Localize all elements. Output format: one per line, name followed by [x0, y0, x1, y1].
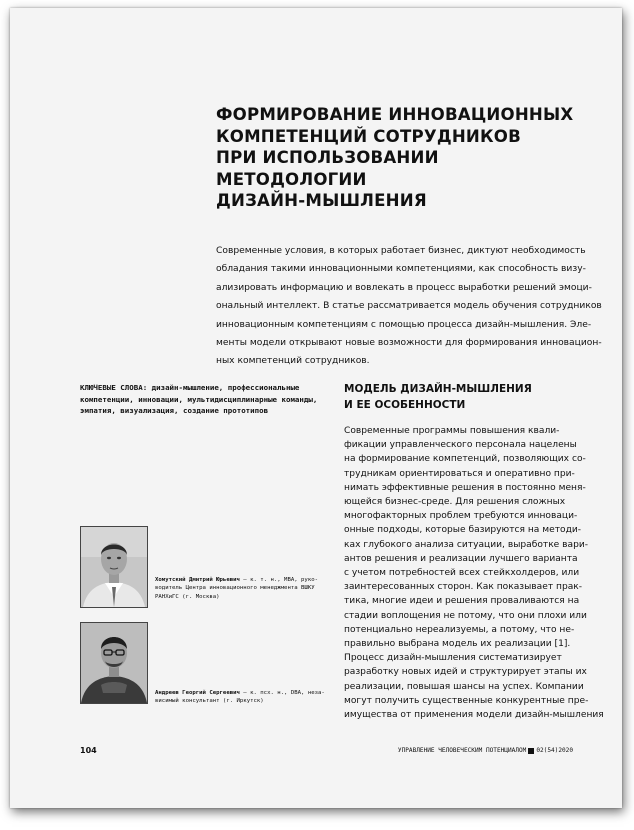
body-line: многофакторных проблем требуются инноваци- — [344, 511, 578, 522]
abstract-line: обладания такими инновационными компетенциями, как способность визу- — [216, 264, 586, 275]
author-name: Хомутский Дмитрий Юрьевич — [155, 577, 240, 583]
section-heading — [344, 382, 594, 413]
author-credentials: — к. псх. н., DBA, неза- — [239, 690, 325, 696]
author-credentials: РАНХиГС (г. Москва) — [155, 593, 220, 600]
body-line: нимать эффективные решения в постоянно меня- — [344, 482, 586, 493]
abstract-line: инновационным компетенциям с помощью процесса дизайн-мышления. Эле- — [216, 319, 592, 330]
body-line: потенциально нереализуемы, а потому, что не- — [344, 624, 575, 635]
journal-footer — [398, 747, 573, 754]
body-line: ках глубокого анализа ситуации, выработке вари- — [344, 539, 589, 550]
author-photo — [80, 622, 148, 704]
body-line: разработку новых идей и структурирует этапы их — [344, 667, 587, 678]
author-credentials: висимый консультант (г. Иркутск) — [155, 698, 264, 705]
journal-name: УПРАВЛЕНИЕ ЧЕЛОВЕЧЕСКИМ ПОТЕНЦИАЛОМ — [397, 747, 527, 754]
body-line: стадии воплощения не потому, что они плохи или — [344, 610, 587, 621]
body-line: антов решения и реализации лучшего варианта — [344, 553, 578, 564]
keywords-line: эмпатия, визуализация, создание прототипов — [80, 406, 269, 415]
body-line: онные подходы, которые базируются на методи- — [344, 525, 582, 536]
author-credentials: водитель Центра инновационного менеджмента ВШКУ — [155, 585, 315, 592]
abstract-line: ональный интеллект. В статье рассматривается модель обучения сотрудников — [216, 301, 602, 312]
body-line: трудникам ориентироваться и оперативно при- — [344, 468, 575, 479]
page-number: 104 — [80, 746, 97, 755]
body-line: могут получить существенные конкурентные пре- — [344, 695, 589, 706]
journal-issue: 02(54)2020 — [536, 747, 573, 754]
keywords-block — [80, 382, 328, 417]
author-name: Андреев Георгий Сергеевич — [155, 690, 240, 696]
abstract-line: ных компетенций сотрудников. — [216, 356, 370, 367]
journal-page — [10, 8, 622, 808]
keywords-line: КЛЮЧЕВЫЕ СЛОВА: дизайн-мышление, профессиональные — [80, 383, 300, 392]
section-heading-line: И ЕЕ ОСОБЕННОСТИ — [344, 398, 466, 411]
body-line: с учетом потребностей всех стейкхолдеров, или — [344, 568, 580, 579]
title-line: ПРИ ИСПОЛЬЗОВАНИИ МЕТОДОЛОГИИ — [216, 148, 439, 189]
title-line: ФОРМИРОВАНИЕ ИННОВАЦИОННЫХ — [216, 105, 574, 124]
abstract-line: Современные условия, в которых работает бизнес, диктуют необходимость — [216, 246, 586, 256]
abstract-line: ализировать информацию и вовлекать в процесс выработки решений эмоци- — [216, 282, 592, 293]
author-portrait-image — [81, 527, 147, 607]
square-bullet-icon — [528, 748, 534, 754]
author-2-info — [155, 689, 335, 706]
body-line: на формирование компетенций, позволяющих со- — [344, 454, 586, 465]
body-line: правильно выбрана модель их реализации [1]. — [344, 639, 571, 650]
abstract-line: менты модели открывают новые возможности для формирования инновацион- — [216, 338, 602, 349]
title-line: ДИЗАЙН-МЫШЛЕНИЯ — [216, 191, 427, 210]
author-1-info — [155, 576, 335, 601]
author-portrait-image — [81, 623, 147, 703]
body-line: реализации, повышая шансы на успех. Компании — [344, 681, 584, 692]
body-line: фикации управленческого персонала нацелены — [344, 440, 577, 451]
title-line: КОМПЕТЕНЦИЙ СОТРУДНИКОВ — [216, 126, 521, 146]
body-line: имущества от применения модели дизайн-мышления — [344, 710, 604, 721]
section-heading-line: МОДЕЛЬ ДИЗАЙН-МЫШЛЕНИЯ — [344, 383, 532, 395]
keywords-line: компетенции, инновации, мультидисциплинарные команды, — [80, 394, 318, 404]
author-photo — [80, 526, 148, 608]
article-title — [216, 104, 576, 212]
body-line: Современные программы повышения квали- — [344, 426, 560, 436]
body-line: тика, многие идеи и решения проваливаются на — [344, 596, 580, 607]
body-line: заинтересованных сторон. Как показывает прак- — [344, 582, 583, 593]
body-text — [344, 424, 604, 722]
article-abstract — [216, 242, 602, 371]
body-line: ющейся бизнес-среде. Для решения сложных — [344, 497, 566, 508]
author-credentials: — к. т. н., MBA, руко- — [239, 577, 319, 583]
body-line: Процесс дизайн-мышления систематизирует — [344, 653, 562, 664]
